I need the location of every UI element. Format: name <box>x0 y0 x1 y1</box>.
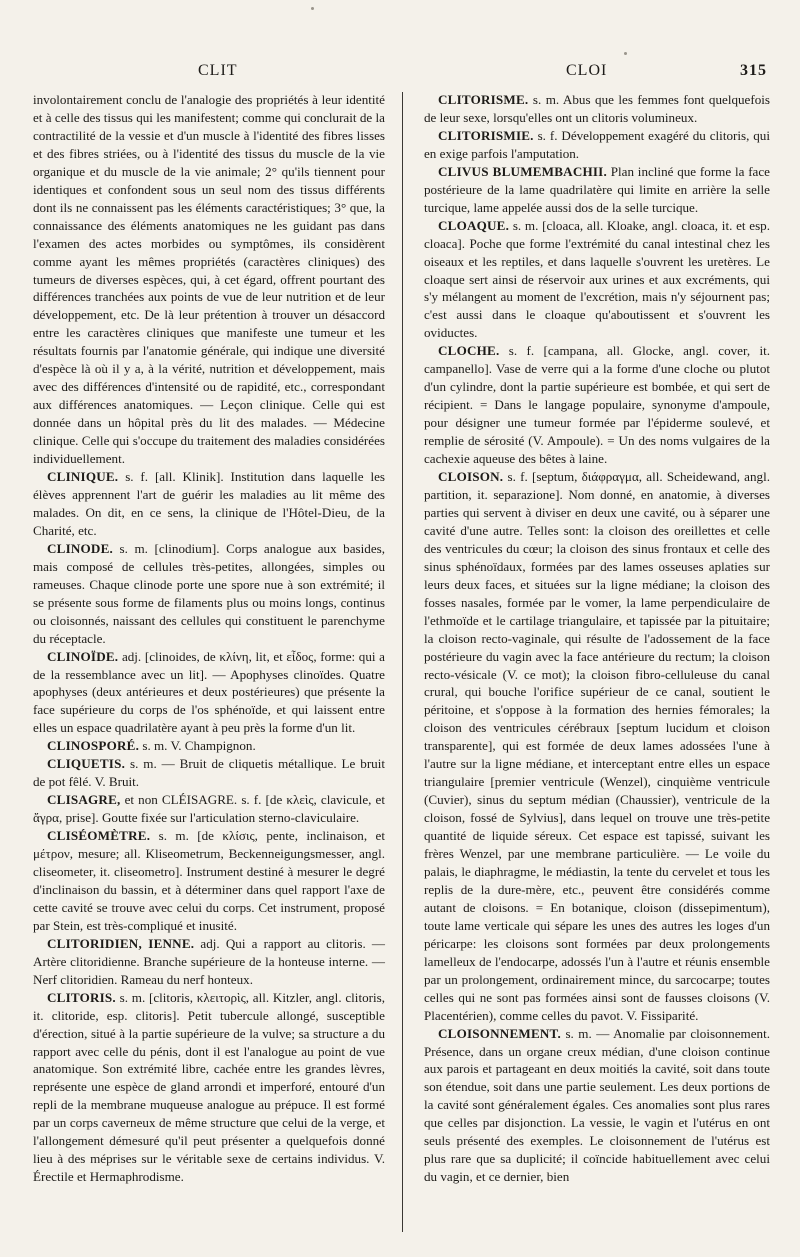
entry-clivus <box>424 163 770 217</box>
entry-text: s. m. Abus que les femmes font quelquefois de leur sexe, lorsqu'elles ont un clitoris volumineux. <box>424 92 770 125</box>
headword: CLINOSPORÉ. <box>47 738 140 754</box>
entry-clitoridien <box>33 935 385 989</box>
headword: CLOAQUE. <box>438 217 510 233</box>
headword: CLINODE. <box>47 540 113 556</box>
entry-text: s. m. [clitoris, κλειτορὶς, all. Kitzler, angl. clitoris, it. clitoride, esp. clitoris]. Petit tubercule allongé, susceptible d'érection, situé à la partie supérieure de la vulve; sa structure a du rapport avec celle du pénis, dont il est l'analogue au point de vue anatomique. Son extrémité libre, cachée entre les grandes lèvres, représente une espèce de gland arrondi et imperforé, entouré d'un repli de la membrane muqueuse analogue au prépuce. Il est formé par un corps caverneux de même structure que celui de la verge, et l'allongement démesuré qu'il peut présenter a quelquefois donné lieu à des méprises sur le véritable sexe de certains individus. V. Érectile et Hermaphrodisme. <box>33 989 385 1185</box>
headword: CLOISON. <box>438 469 504 485</box>
entry-text: s. f. [campana, all. Glocke, angl. cover, it. campanello]. Vase de verre qui a la forme d'une cloche ou plutot d'un cylindre, dont la partie supérieure est bombée, et qui sert de récipient. = Dans le langage populaire, synonyme d'ampoule, pour désigner une tumeur formée par l'épiderme soulevé, et remplie de sérosité (V. Ampoule). = Un des noms vulgaires de la cachexie aqueuse des bêtes à laine. <box>424 343 770 467</box>
page-number: 315 <box>740 62 767 79</box>
entry-cliseometre <box>33 827 385 935</box>
entry-clisagre <box>33 791 385 827</box>
entry-cloison <box>424 468 770 1025</box>
entry-text: involontairement conclu de l'analogie des propriétés à leur identité et à celle des tissus qui les manifestent; comme qui conclurait de la contractilité de la vessie et d'un muscle à l'identité des fibres lisses et des fibres striées, ou à l'identité des tissus du muscle de la vie organique et du muscle de la vie animale; 2° qu'ils tiennent pour identiques et confondent sous un seul nom des tissus différents dont ils ne connaissent pas les éléments caractéristiques; 3° que, la connaissance des éléments anatomiques ne les guidant pas dans l'examen des actes morbides ou symptômes, ils considèrent comme ayant les mêmes propriétés (caractères cliniques) des tumeurs de diverses espèces, qui, à cet égard, offrent pourtant des différences tranchées aux points de vue de leur nutrition et de leur développement, etc. De là leur prétention à trouver un désaccord entre les caractères cliniques que manifeste une tumeur et les résultats fournis par l'anatomie générale, qui indique une diversité d'espèce là où il y a, à la vérité, nutrition et développement, mais avec des différences d'intensité ou de rapidité, etc., correspondant aux différences anatomiques. — Leçon clinique. Celle qui est donnée dans un hôpital près du lit des malades. — Médecine clinique. Celle qui s'occupe du traitement des maladies considérées individuellement. <box>33 92 385 467</box>
headword: CLINIQUE. <box>47 469 119 485</box>
entry-cloche <box>424 342 770 468</box>
entry-clinode <box>33 540 385 648</box>
entry-text: Plan incliné que forme la face postérieure de la lame quadrilatère qui limite en arrière la selle turcique, lame appelée aussi dos de la selle turcique. <box>424 163 770 215</box>
entry-text: s. f. [septum, διάφραγμα, all. Scheidewand, angl. partition, it. separazione]. Nom donné, en anatomie, à diverses parties qui servent à diviser en deux une cavité, ou à séparer une cavité d'une autre. Telles sont: la cloison des oreillettes et celle des ventricules du cœur; la cloison des sinus frontaux et celle des sinus sphénoïdaux, formées par des lames osseuses aplaties sur leurs deux faces, et situées sur la ligne médiane; la cloison des fosses nasales, formée par le vomer, la lame perpendiculaire de l'ethmoïde et le cartilage triangulaire, et tapissée par la pituitaire; la cloison recto-vaginale, qui résulte de l'adossement de la face postérieure du vagin avec la face antérieure du rectum; la cloison recto-vésicale (V. ce mot); la cloison fibro-celluleuse du canal crural, qui bouche l'orifice supérieur de ce canal, soutient le péritoine, et s'oppose à la formation des hernies fémorales; la cloison des ventricules cérébraux [septum lucidum et cloison transparente], qui est formée de deux lames adossées l'une à l'autre sur la ligne médiane, et interceptant entre elles un espace triangulaire [premier ventricule (Wenzel), cinquième ventricule (Cuvier), sinus du septum médian (Chaussier), ventricule de la cloison, fossé de Sylvius], dans lequel on trouve une très-petite quantité de liquide séreux. Cet espace est tapissé, suivant les frères Wenzel, par une membrane particulière. — Le voile du palais, le diaphragme, le médiastin, la tente du cervelet et tous les replis de la dure-mère, etc., peuvent être considérés comme autant de cloisons. = En botanique, cloison (dissepimentum), toute lame verticale qui sépare les unes des autres les loges d'un péricarpe: les cloisons sont formées par deux prolongements lamelleux de l'endocarpe, adossés l'un à l'autre et réunis ensemble par un prolongement, ordinairement mince, du sarcocarpe; toutes celles qui ne sont pas formées ainsi sont de fausses cloisons (V. Placentérien), comme celles du pavot. V. Fissiparité. <box>424 469 770 1023</box>
entry-text: s. m. — Anomalie par cloisonnement. Présence, dans un organe creux médian, d'une cloison continue aux parois et partageant en deux moitiés la cavité, soit dans toute son étendue, soit dans une partie seulement. Les deux portions de la cavité sont généralement égales. Ces anomalies sont plus rares que celles par disjonction. La vessie, le vagin et l'utérus en ont seuls présenté des exemples. Le cloisonnement de l'utérus est plus rare que sa duplicité; il coïncide habituellement avec celui du vagin, et ce dernier, bien <box>424 1025 770 1185</box>
headword: CLINOÏDE. <box>47 648 119 664</box>
headword: CLOCHE. <box>438 343 500 359</box>
entry-cliquetis <box>33 755 385 791</box>
headword: CLOISONNEMENT. <box>438 1025 561 1041</box>
entry-text: s. m. [de κλίσις, pente, inclinaison, et μέτρον, mesure; all. Kliseometrum, Beckenneigungsmesser, angl. cliseometer, it. cliseometro]. Instrument destiné à mesurer le degré d'inclinaison du bassin, et à déterminer dans quel rapport l'axe de cette cavité se trouve avec celui du corps. Cet instrument, proposé par Stein, est très-compliqué et inusité. <box>33 828 385 933</box>
entry-text: s. f. Développement exagéré du clitoris, qui en exige parfois l'amputation. <box>424 127 770 161</box>
entry-cloisonnement <box>424 1025 770 1187</box>
headword: CLIVUS BLUMEMBACHII. <box>438 163 607 179</box>
entry-clinospore <box>33 737 385 755</box>
entry-clitorisme <box>424 91 770 127</box>
right-column <box>424 91 770 1186</box>
print-speck <box>624 52 627 55</box>
headword: CLITORIDIEN, IENNE. <box>47 935 195 951</box>
entry-text: et non CLÉISAGRE. s. f. [de κλεὶς, clavicule, et ἄγρα, prise]. Goutte fixée sur l'articulation sterno-claviculaire. <box>33 792 385 826</box>
running-header <box>0 62 800 84</box>
print-speck <box>311 7 314 10</box>
entry-text: s. m. [clinodium]. Corps analogue aux basides, mais composé de cellules très-petites, allongées, simples ou rameuses. Chaque clinode porte une spore nue à son extrémité; il se présente sous forme de filaments plus ou moins longs, continus ou cloisonnés, naissant des cellules qui constituent le parenchyme du réceptacle. <box>33 540 385 646</box>
headword: CLISAGRE, <box>47 792 121 808</box>
header-right-guide-word: CLOI <box>566 62 608 79</box>
entry-continuation <box>33 91 385 468</box>
headword: CLITORIS. <box>47 989 116 1005</box>
entry-clinique <box>33 468 385 540</box>
entry-cloaque <box>424 217 770 343</box>
header-left-guide-word: CLIT <box>198 62 238 79</box>
headword: CLISÉOMÈTRE. <box>47 828 151 844</box>
entry-clitoris <box>33 989 385 1186</box>
headword: CLIQUETIS. <box>47 756 126 772</box>
entry-text: s. f. [all. Klinik]. Institution dans laquelle les élèves apprennent l'art de guérir les maladies au lit même des malades. On dit, en ce sens, la clinique de l'Hôtel-Dieu, de la Charité, etc. <box>33 469 385 538</box>
entry-text: adj. [clinoides, de κλίνη, lit, et εἶδος, forme: qui a de la ressemblance avec un lit]. — Apophyses clinoïdes. Quatre apophyses (deux antérieures et deux postérieures) que présente la face supérieure du corps de l'os sphénoïde, et qui laissent entre elles un espace quadrilatère ayant à peu près la forme d'un lit. <box>33 648 385 736</box>
entry-clinoide <box>33 648 385 738</box>
entry-text: s. m. V. Champignon. <box>142 738 256 754</box>
entry-text: s. m. — Bruit de cliquetis métallique. Le bruit de pot fêlé. V. Bruit. <box>33 756 386 790</box>
entry-clitorismie <box>424 127 770 163</box>
left-column <box>33 91 385 1186</box>
column-divider <box>402 92 403 1232</box>
headword: CLITORISMIE. <box>438 127 534 143</box>
entry-text: adj. Qui a rapport au clitoris. — Artère clitoridienne. Branche supérieure de la honteuse interne. — Nerf clitoridien. Rameau du nerf honteux. <box>33 935 386 987</box>
entry-text: s. m. [cloaca, all. Kloake, angl. cloaca, it. et esp. cloaca]. Poche que forme l'extrémité du canal intestinal chez les oiseaux et les reptiles, et dans laquelle s'ouvrent les uretères. Le cloaque sert ainsi de réservoir aux urines et aux excréments, qui s'y mélangent au moment de l'excrétion, mais n'y séjournent pas; c'est aussi dans le cloaque qu'aboutissent et s'ouvrent les oviductes. <box>424 217 770 341</box>
headword: CLITORISME. <box>438 92 529 107</box>
